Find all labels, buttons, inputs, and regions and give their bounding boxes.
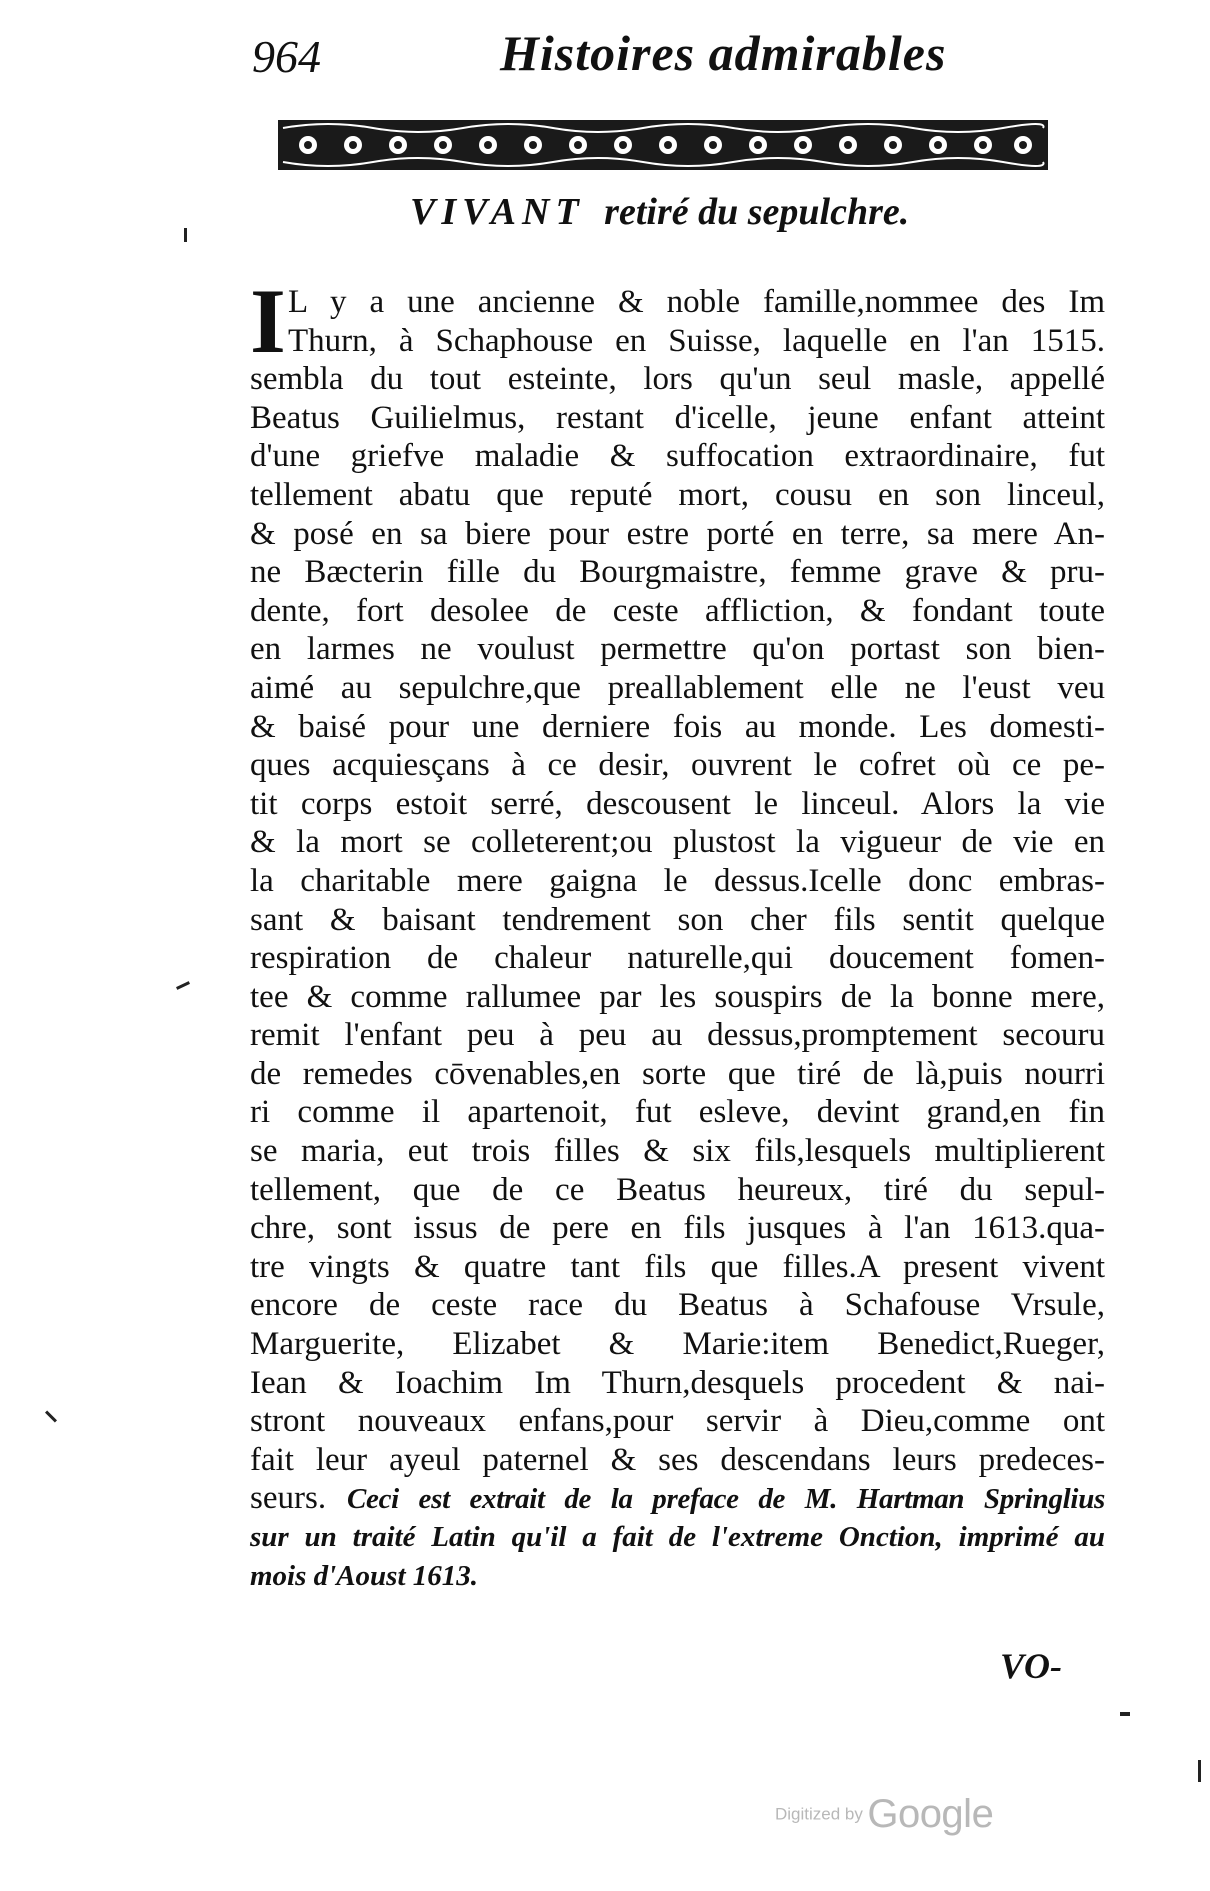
text-line: tellement abatu que reputé mort, cousu en son linceul, xyxy=(250,476,1105,513)
text-line: sant & baisant tendrement son cher fils sentit quelque xyxy=(250,901,1105,938)
chapter-title-rest: retiré du sepulchre. xyxy=(604,191,910,233)
text-line: dente, fort desolee de ceste affliction, & fondant toute xyxy=(250,592,1105,629)
scan-mark xyxy=(176,981,190,990)
google-logo: Google xyxy=(867,1792,994,1836)
text-line: aimé au sepulchre,que preallablement elle ne l'eust veu xyxy=(250,669,1105,706)
text-line: la charitable mere gaigna le dessus.Icelle donc embras- xyxy=(250,862,1105,899)
text-line: en larmes ne voulust permettre qu'on portast son bien- xyxy=(250,631,1105,668)
text-line: d'une griefve maladie & suffocation extraordinaire, fut xyxy=(250,438,1105,475)
body-text xyxy=(250,270,1106,1595)
text-line: se maria, eut trois filles & six fils,lesquels multiplierent xyxy=(250,1133,1105,1170)
catchword: VO- xyxy=(1000,1646,1062,1686)
drop-cap: I xyxy=(250,270,286,372)
chapter-title xyxy=(410,190,909,234)
citation-text: Ceci est extrait de la preface de M. Hartman Springlius xyxy=(347,1483,1106,1516)
text-line: & posé en sa biere pour estre porté en terre, sa mere An- xyxy=(250,515,1105,552)
text-line: & baisé pour une derniere fois au monde. Les domesti- xyxy=(250,708,1105,745)
digitized-by-watermark xyxy=(775,1792,993,1837)
digitized-prefix: Digitized by xyxy=(775,1804,863,1824)
text-line: tee & comme rallumee par les souspirs de la bonne mere, xyxy=(250,978,1105,1015)
page-number: 964 xyxy=(252,31,321,82)
text-line: chre, sont issus de pere en fils jusques à l'an 1613.qua- xyxy=(250,1210,1105,1247)
text-line: Thurn, à Schaphouse en Suisse, laquelle en l'an 1515. xyxy=(288,322,1105,359)
text-line: fait leur ayeul paternel & ses descendans leurs predeces- xyxy=(250,1441,1105,1478)
chapter-title-caps: VIVANT xyxy=(410,191,585,233)
text-line: L y a une ancienne & noble famille,nommee des Im xyxy=(288,284,1105,320)
text-line: ri comme il apartenoit, fut esleve, devint grand,en fin xyxy=(250,1094,1105,1131)
text-line: Marguerite, Elizabet & Marie:item Benedict,Rueger, xyxy=(250,1326,1105,1363)
text-line: tellement, que de ce Beatus heureux, tiré du sepul- xyxy=(250,1171,1105,1208)
citation-lead: seurs. xyxy=(250,1480,327,1517)
text-line: Iean & Ioachim Im Thurn,desquels procedent & nai- xyxy=(250,1364,1105,1401)
text-line: de remedes cōvenables,en sorte que tiré de là,puis nourri xyxy=(250,1055,1105,1092)
text-line: ques acquiesçans à ce desir, ouvrent le cofret où ce pe- xyxy=(250,747,1105,784)
text-line: encore de ceste race du Beatus à Schafouse Vrsule, xyxy=(250,1287,1105,1324)
text-line: respiration de chaleur naturelle,qui doucement fomen- xyxy=(250,940,1105,977)
text-line: stront nouveaux enfans,pour servir à Dieu,comme ont xyxy=(250,1403,1105,1440)
text-line: & la mort se colleterent;ou plustost la vigueur de vie en xyxy=(250,824,1105,861)
scan-mark xyxy=(45,1410,57,1422)
text-line: Beatus Guilielmus, restant d'icelle, jeune enfant atteint xyxy=(250,399,1105,436)
citation-line: sur un traité Latin qu'il a fait de l'extreme Onction, imprimé au xyxy=(250,1521,1105,1553)
text-line: sembla du tout esteinte, lors qu'un seul masle, appellé xyxy=(250,361,1105,398)
decorative-headband xyxy=(278,120,1048,170)
text-line: ne Bæcterin fille du Bourgmaistre, femme grave & pru- xyxy=(250,554,1105,591)
text-line: tre vingts & quatre tant fils que filles.A present vivent xyxy=(250,1248,1105,1285)
scan-mark xyxy=(1198,1760,1201,1782)
running-title: Histoires admirables xyxy=(500,25,947,81)
citation-line xyxy=(250,1479,1105,1518)
citation-line: mois d'Aoust 1613. xyxy=(250,1559,479,1592)
scan-mark xyxy=(1120,1712,1130,1716)
text-line: tit corps estoit serré, descousent le linceul. Alors la vie xyxy=(250,785,1105,822)
scan-mark xyxy=(184,228,187,242)
text-line: remit l'enfant peu à peu au dessus,promptement secouru xyxy=(250,1017,1105,1054)
